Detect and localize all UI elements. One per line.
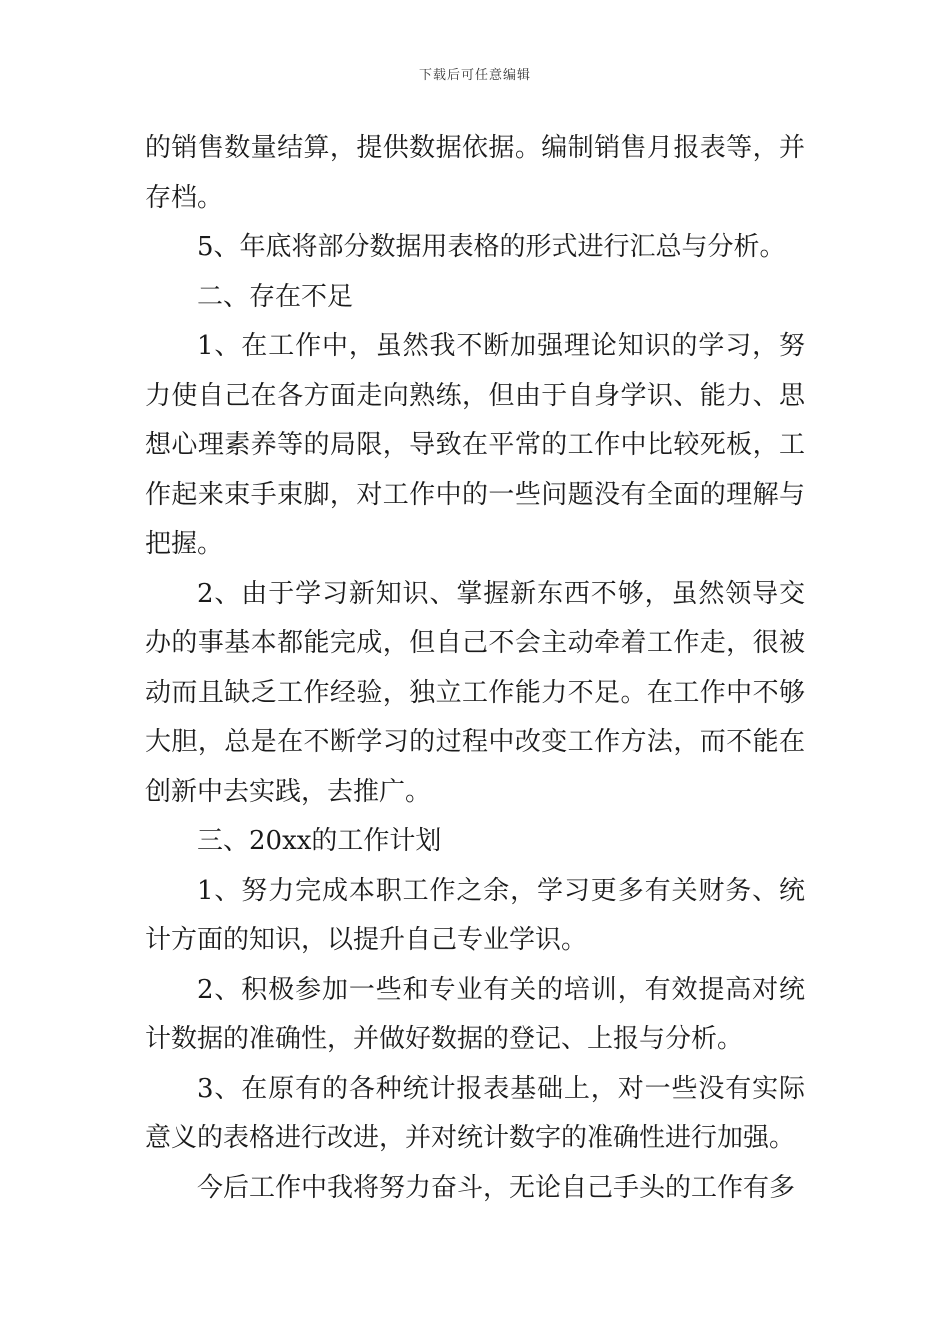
paragraph: 2、由于学习新知识、掌握新东西不够，虽然领导交办的事基本都能完成，但自己不会主动牵着工作走，很被动而且缺乏工作经验，独立工作能力不足。在工作中不够大胆，总是在不断学习的过程中改变工作方法，而不能在创新中去实践，去推广。 <box>145 578 805 807</box>
paragraph: 1、在工作中，虽然我不断加强理论知识的学习，努力使自己在各方面走向熟练，但由于自身学识、能力、思想心理素养等的局限，导致在平常的工作中比较死板，工作起来束手束脚，对工作中的一些问题没有全面的理解与把握。 <box>145 331 805 559</box>
paragraph: 今后工作中我将努力奋斗，无论自己手头的工作有多 <box>197 1172 796 1203</box>
document-body <box>145 124 805 1213</box>
paragraph: 1、努力完成本职工作之余，学习更多有关财务、统计方面的知识，以提升自己专业学识。 <box>145 875 805 955</box>
page-header-note: 下载后可任意编辑 <box>418 68 531 83</box>
section-heading: 三、20xx的工作计划 <box>197 826 442 856</box>
paragraph: 2、积极参加一些和专业有关的培训，有效提高对统计数据的准确性，并做好数据的登记、上报与分析。 <box>145 974 805 1054</box>
paragraph: 3、在原有的各种统计报表基础上，对一些没有实际意义的表格进行改进，并对统计数字的准确性进行加强。 <box>145 1073 805 1153</box>
paragraph: 5、年底将部分数据用表格的形式进行汇总与分析。 <box>197 232 786 262</box>
section-heading: 二、存在不足 <box>197 281 354 312</box>
paragraph: 的销售数量结算，提供数据依据。编制销售月报表等，并存档。 <box>145 133 805 213</box>
